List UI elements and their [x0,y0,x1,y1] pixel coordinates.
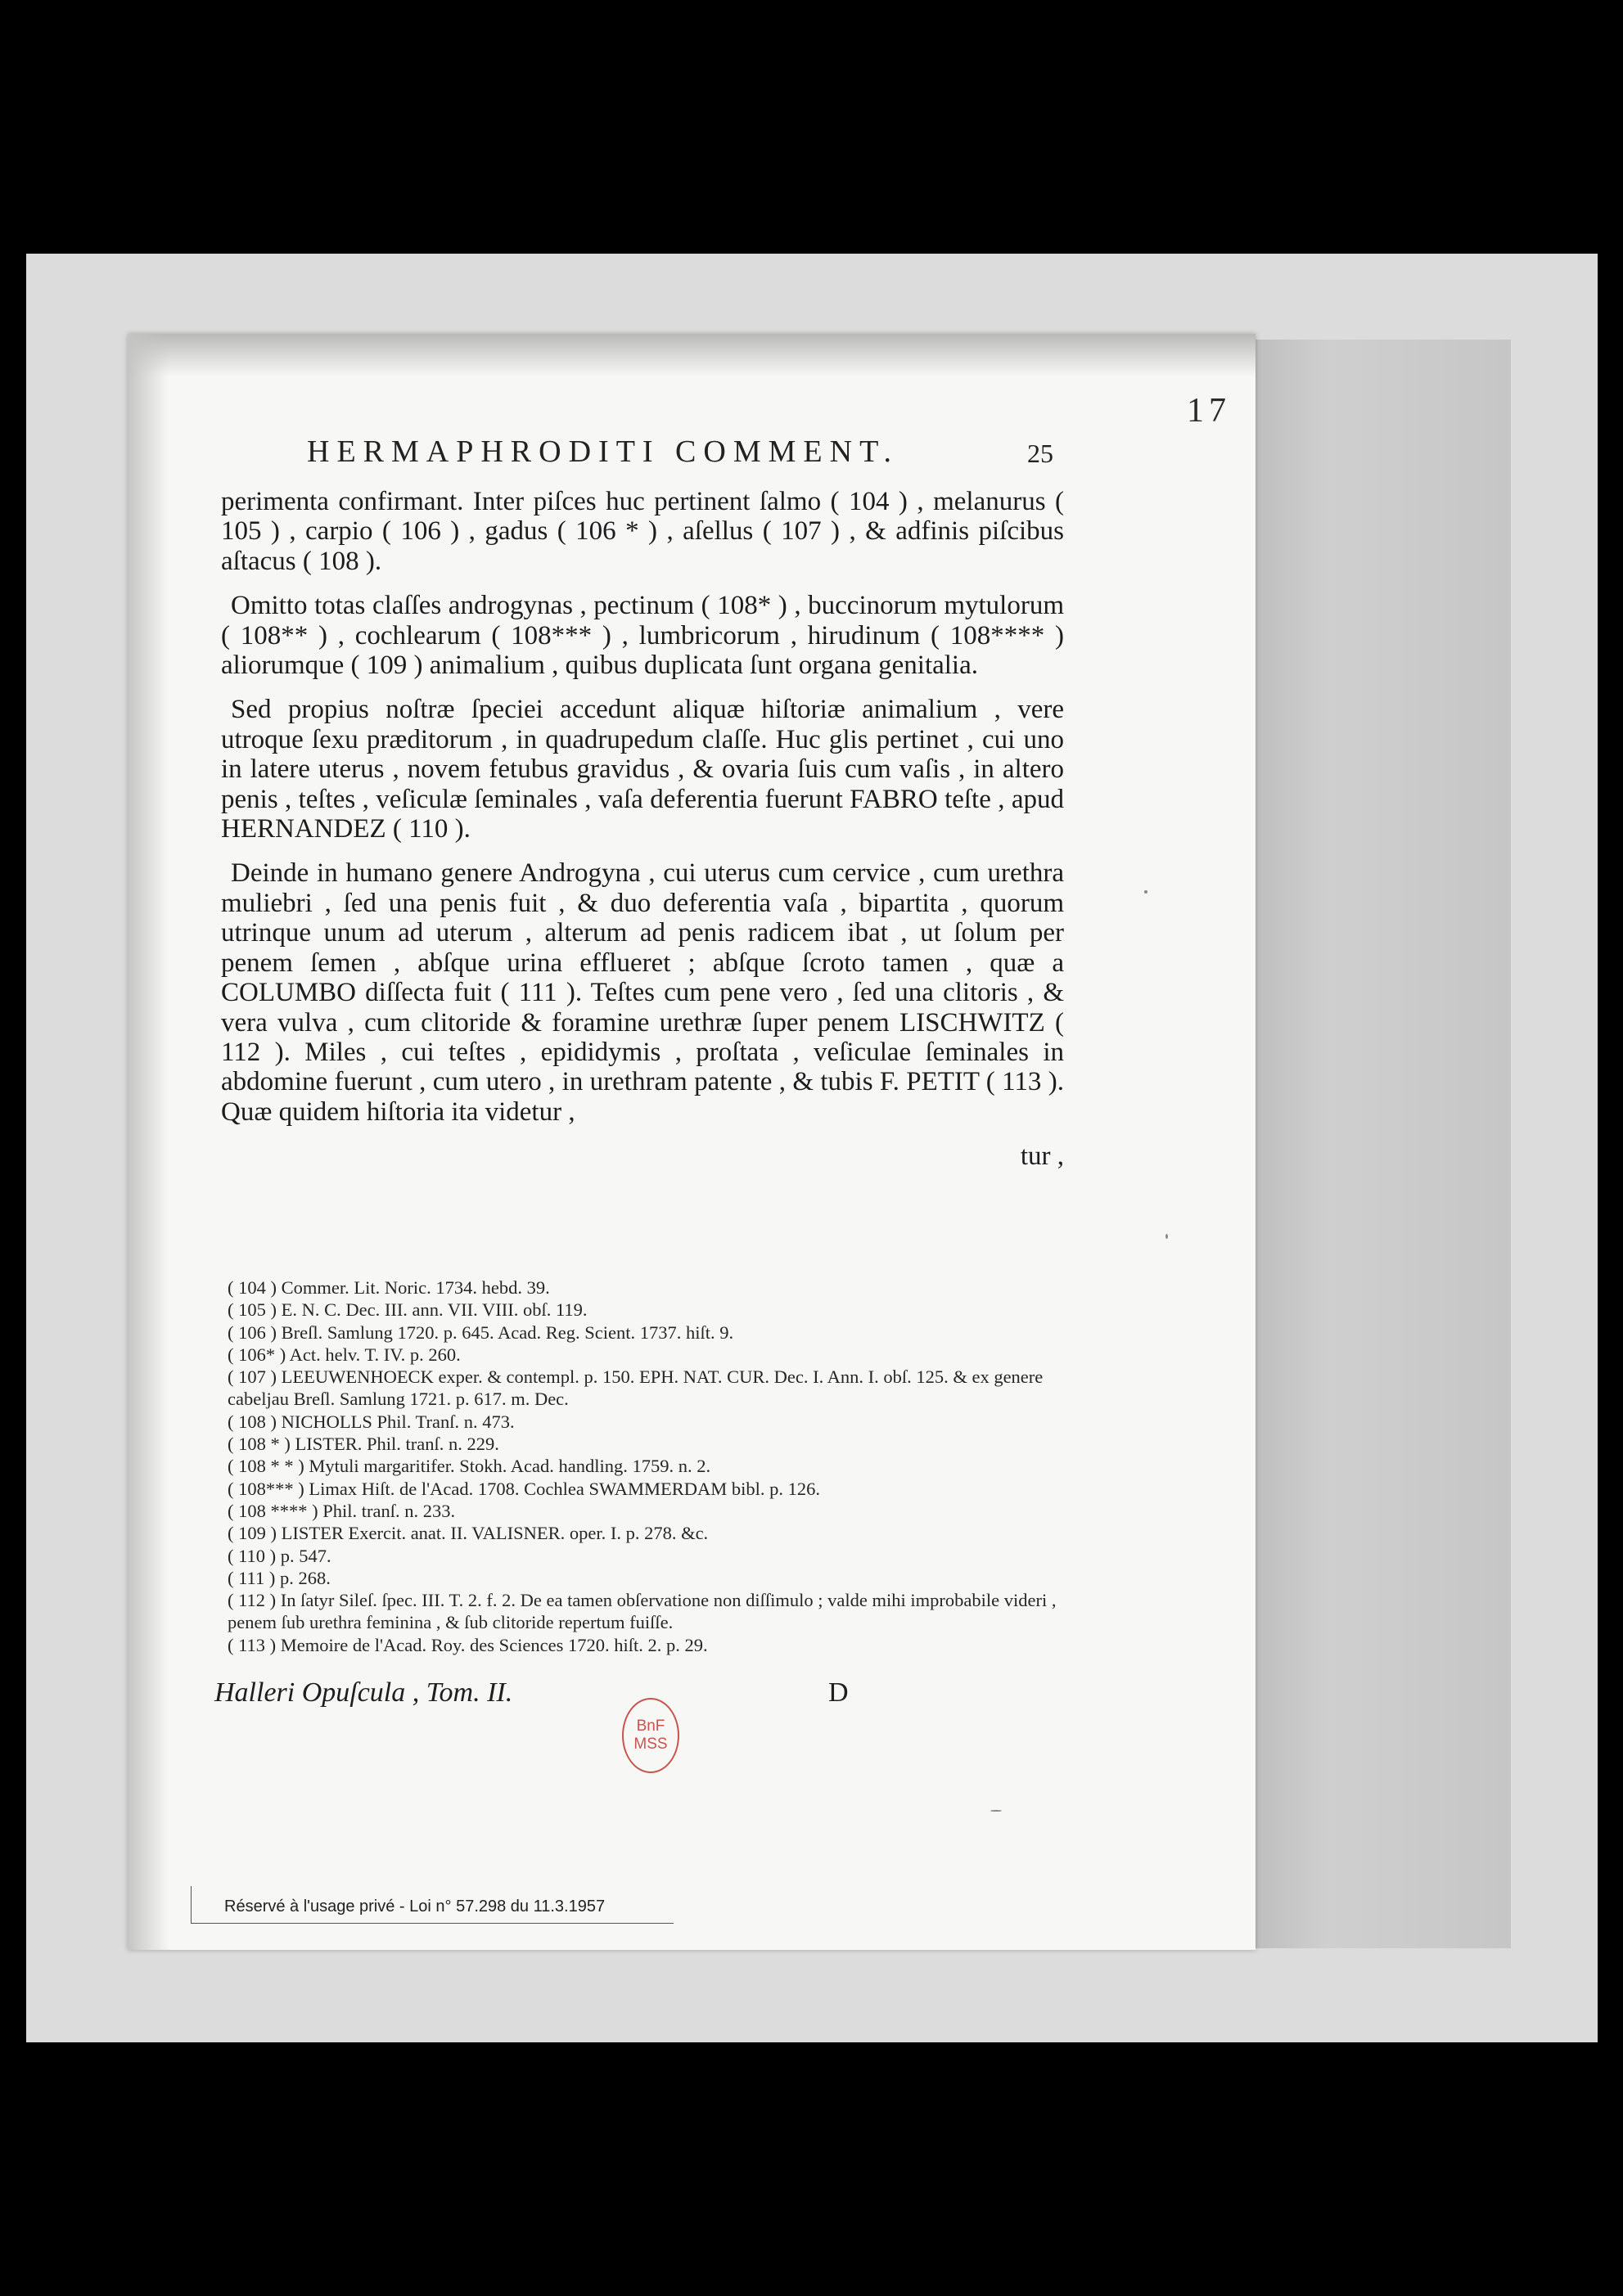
dust-speck [1144,890,1147,894]
catchword: tur , [1020,1141,1064,1172]
footnote: ( 104 ) Commer. Lit. Noric. 1734. hebd. 39. [228,1277,550,1298]
paragraph: perimenta confirmant. Inter piſces huc pertinent ſalmo ( 104 ) , melanurus ( 105 ) , carpio ( 106 ) , gadus ( 106 * ) , aſellus ( 107 ) , & adfinis piſcibus aſtacus ( 108 ). [221,487,1064,576]
scanner-backing-strip [1251,340,1511,1948]
usage-notice: Réservé à l'usage privé - Loi n° 57.298 du 11.3.1957 [191,1886,674,1924]
paragraph: Sed propius noſtræ ſpeciei accedunt aliquæ hiſtoriæ animalium , vere utroque ſexu præditorum , in quadrupedum claſſe. Huc glis pertinet , cui uno in latere uterus , novem fetubus gravidus , & ovaria ſuis cum vaſis , in altero penis , teſtes , veſiculæ ſeminales , vaſa deferentia fuerunt FABRO teſte , apud HERNANDEZ ( 110 ). [221,695,1064,844]
footnote: ( 109 ) LISTER Exercit. anat. II. VALISNER. oper. I. p. 278. &c. [228,1523,709,1544]
running-head-title: HERMAPHRODITI COMMENT. [307,434,899,469]
stamp-line-2: MSS [633,1736,668,1753]
footnote: ( 112 ) In ſatyr Sileſ. ſpec. III. T. 2. f. 2. De ea tamen obſervatione non diſſimulo ; valde mihi improbabile videri , penem ſub urethra feminina , & ſub clitoride repertum fuiſſe. [228,1590,1057,1633]
footnote: ( 113 ) Memoire de l'Acad. Roy. des Sciences 1720. hiſt. 2. p. 29. [228,1634,708,1655]
footnote: ( 108 * * ) Mytuli margaritifer. Stokh. Acad. handling. 1759. n. 2. [228,1456,711,1477]
library-stamp [622,1698,679,1773]
signature-mark: D [828,1677,849,1708]
footnote: ( 105 ) E. N. C. Dec. III. ann. VII. VIII. obſ. 119. [228,1299,588,1321]
footnote: ( 108 **** ) Phil. tranſ. n. 233. [228,1500,456,1521]
footnote: ( 108 ) NICHOLLS Phil. Tranſ. n. 473. [228,1411,515,1432]
signature-line [214,1677,951,1708]
footnote: ( 107 ) LEEUWENHOECK exper. & contempl. p. 150. EPH. NAT. CUR. Dec. I. Ann. I. obſ. 125. & ex genere cabeljau Breſl. Samlung 1721. p. 617. m. Dec. [228,1366,1044,1410]
footnotes [178,1276,1066,1656]
footnote: ( 111 ) p. 268. [228,1567,331,1588]
page-number: 25 [1027,439,1053,468]
paragraph: Deinde in humano genere Androgyna , cui uterus cum cervice , cum urethra muliebri , ſed una penis fuit , & duo deferentia vaſa , bipartita , quorum utrinque unum ad uterum , alterum ad penis radicem ibat , ut ſolum per penem ſemen , abſque urina efflueret ; abſque ſcroto tamen , quæ a COLUMBO diſſecta fuit ( 111 ). Teſtes cum pene vero , ſed una clitoris , & vera vulva , cum clitoride & foramine urethræ ſuper penem LISCHWITZ ( 112 ). Miles , cui teſtes , epididymis , proſtata , veſiculae ſeminales in abdomine fuerunt , cum utero , in urethram patente , & tubis F. PETIT ( 113 ). Quæ quidem hiſtoria ita videtur , [221,858,1064,1127]
body-text [221,487,1064,1172]
footnote: ( 106 ) Breſl. Samlung 1720. p. 645. Acad. Reg. Scient. 1737. hiſt. 9. [228,1321,734,1343]
footnote: ( 106* ) Act. helv. T. IV. p. 260. [228,1344,461,1365]
footnote: ( 108*** ) Limax Hiſt. de l'Acad. 1708. Cochlea SWAMMERDAM bibl. p. 126. [228,1478,820,1499]
dust-speck [990,1810,1002,1812]
folio-number: 17 [1187,392,1231,430]
dust-speck [1165,1234,1168,1239]
paragraph: Omitto totas claſſes androgynas , pectinum ( 108* ) , buccinorum mytulorum ( 108** ) , cochlearum ( 108*** ) , lumbricorum , hirudinum ( 108**** ) aliorumque ( 109 ) animalium , quibus duplicata ſunt organa genitalia. [221,591,1064,681]
footnote: ( 110 ) p. 547. [228,1545,331,1566]
stamp-line-1: BnF [636,1717,665,1735]
signature-title: Halleri Opuſcula , Tom. II. [214,1677,513,1708]
running-head [307,434,1125,470]
footnote: ( 108 * ) LISTER. Phil. tranſ. n. 229. [228,1434,499,1455]
